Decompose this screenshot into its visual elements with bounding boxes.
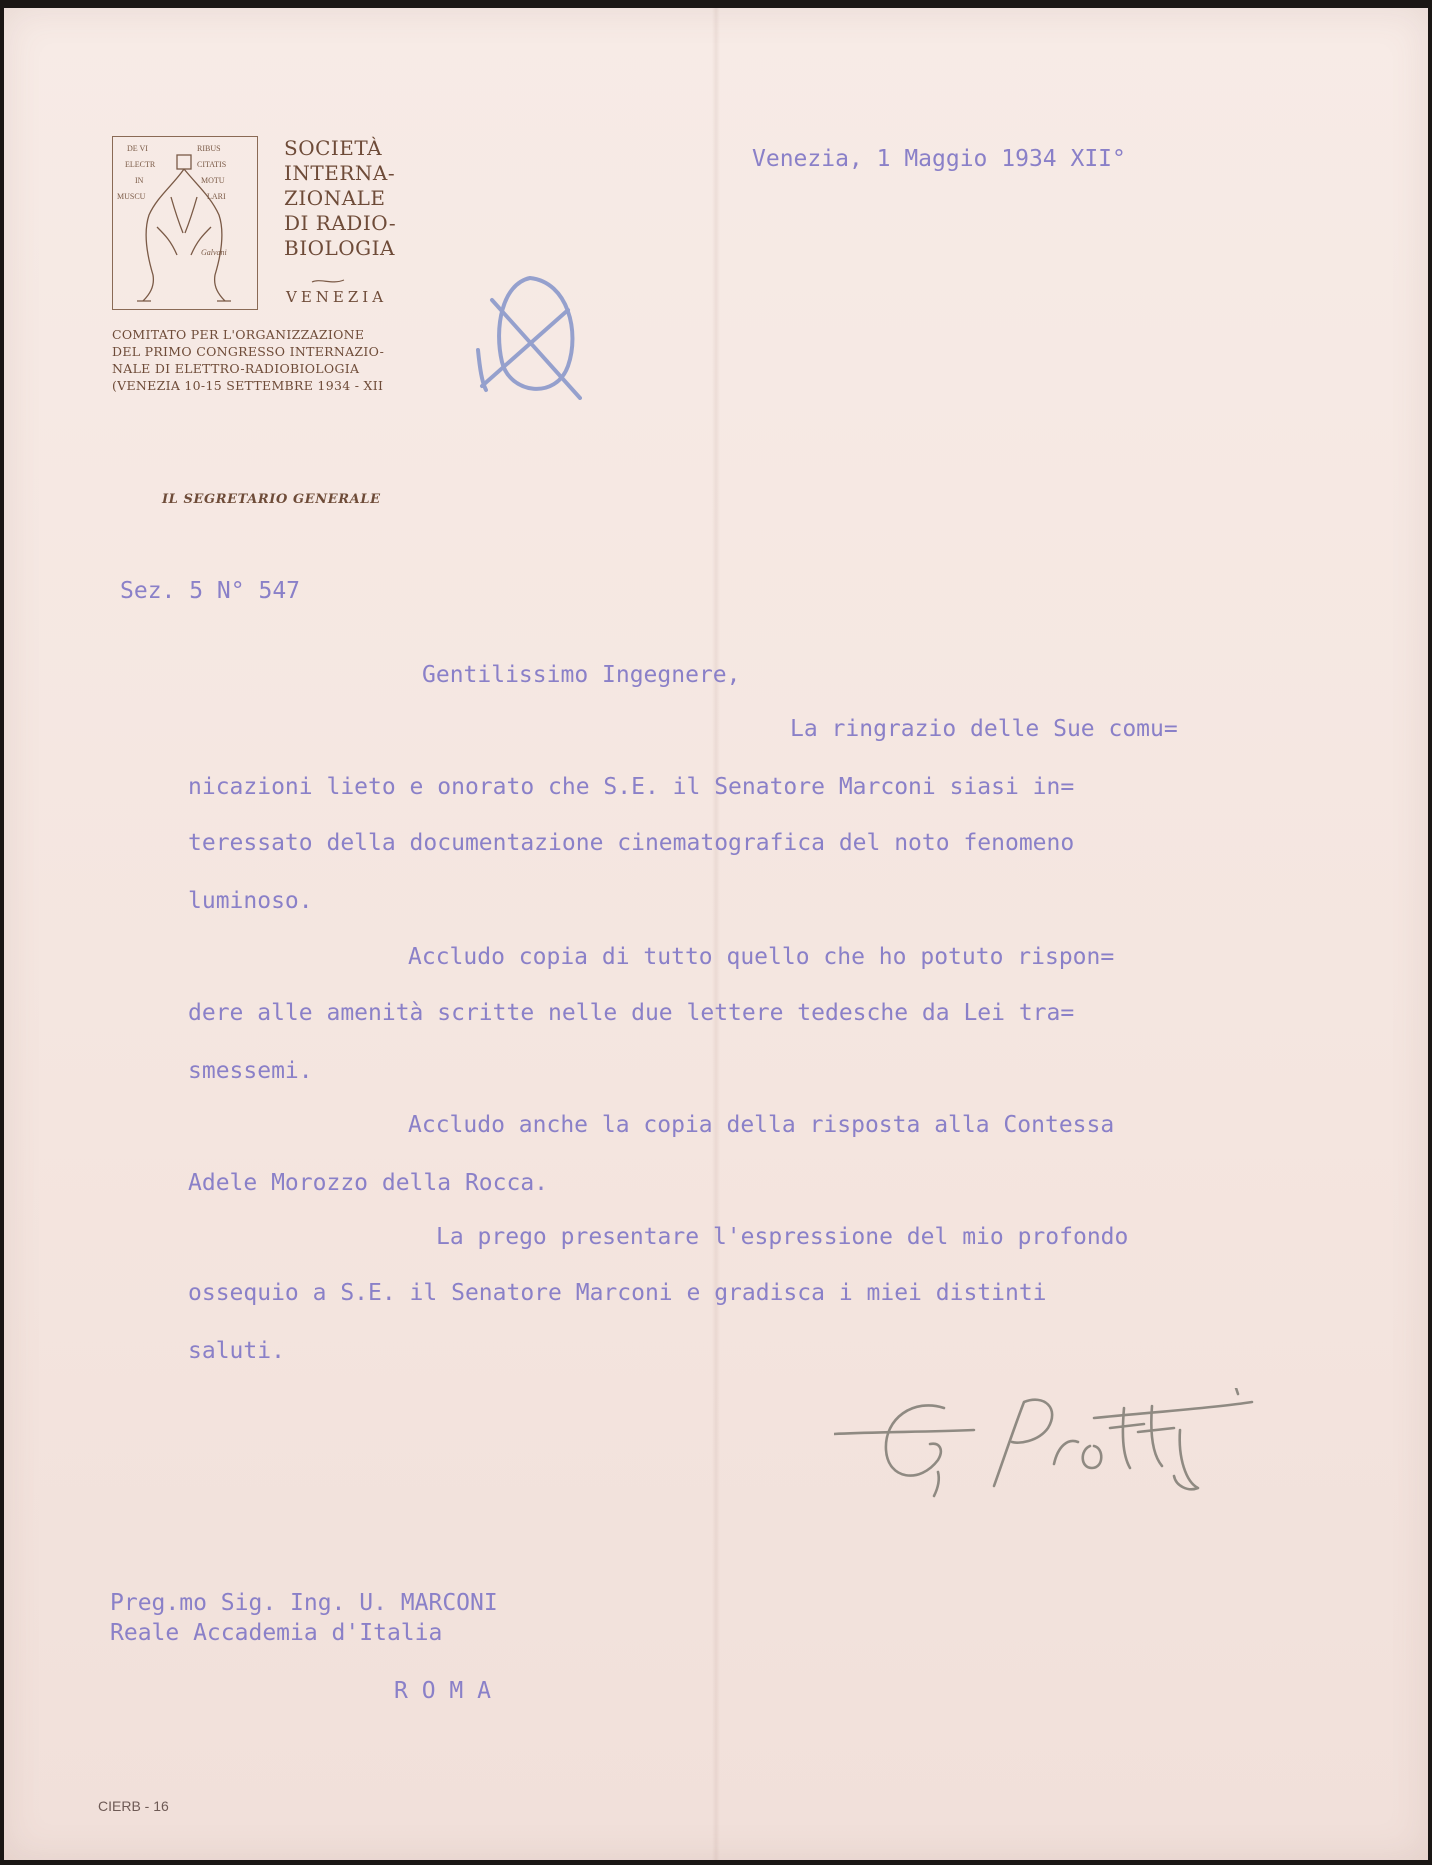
organization-line: SOCIETÀ [284,136,383,160]
committee-line: (VENEZIA 10-15 SETTEMBRE 1934 - XII [112,378,384,393]
decorative-swash [310,276,346,286]
committee-line: COMITATO PER L'ORGANIZZAZIONE [112,327,365,342]
secretary-title: IL SEGRETARIO GENERALE [162,492,381,507]
organization-line: BIOLOGIA [284,236,395,260]
body-line: La prego presentare l'espressione del mio profondo [436,1224,1129,1250]
emblem-text: ELECTR [125,160,156,169]
body-line: ossequio a S.E. il Senatore Marconi e gradisca i miei distinti [188,1280,1047,1306]
organization-line: ZIONALE [284,186,386,210]
body-line: nicazioni lieto e onorato che S.E. il Senatore Marconi siasi in= [188,774,1075,800]
body-line: luminoso. [188,888,313,914]
committee-text [112,326,384,394]
form-code: CIERB - 16 [98,1798,169,1814]
emblem-text: LARI [207,192,226,201]
body-line: Accludo copia di tutto quello che ho potuto rispon= [408,944,1115,970]
handwritten-signature [834,1388,1254,1518]
reference-number: Sez. 5 N° 547 [120,578,301,604]
salutation: Gentilissimo Ingegnere, [422,662,741,688]
body-line: dere alle amenità scritte nelle due lettere tedesche da Lei tra= [188,1000,1075,1026]
organization-line: DI RADIO- [284,211,397,235]
organization-name [284,136,396,261]
committee-line: NALE DI ELETTRO-RADIOBIOLOGIA [112,361,360,376]
society-emblem-logo [112,136,258,310]
letterhead-city: VENEZIA [286,288,388,306]
emblem-text: MUSCU [117,192,146,201]
pencil-cross-mark [472,270,592,420]
emblem-text: RIBUS [197,144,221,153]
body-line: teressato della documentazione cinematografica del noto fenomeno [188,830,1075,856]
recipient-institution: Reale Accademia d'Italia [110,1620,443,1646]
letter-date: Venezia, 1 Maggio 1934 XII° [752,146,1126,172]
letter-sheet [4,8,1428,1860]
emblem-text: CITATIS [197,160,227,169]
recipient-name: Preg.mo Sig. Ing. U. MARCONI [110,1590,498,1616]
body-line: La ringrazio delle Sue comu= [790,716,1178,742]
body-line: saluti. [188,1338,285,1364]
emblem-text: MOTU [201,176,225,185]
body-line: Adele Morozzo della Rocca. [188,1170,549,1196]
emblem-text: DE VI [127,144,148,153]
organization-line: INTERNA- [284,161,396,185]
emblem-text: IN [135,176,144,185]
committee-line: DEL PRIMO CONGRESSO INTERNAZIO- [112,344,385,359]
body-line: smessemi. [188,1058,313,1084]
emblem-text: Galvani [201,248,227,257]
recipient-city: R O M A [394,1678,491,1704]
body-line: Accludo anche la copia della risposta alla Contessa [408,1112,1115,1138]
